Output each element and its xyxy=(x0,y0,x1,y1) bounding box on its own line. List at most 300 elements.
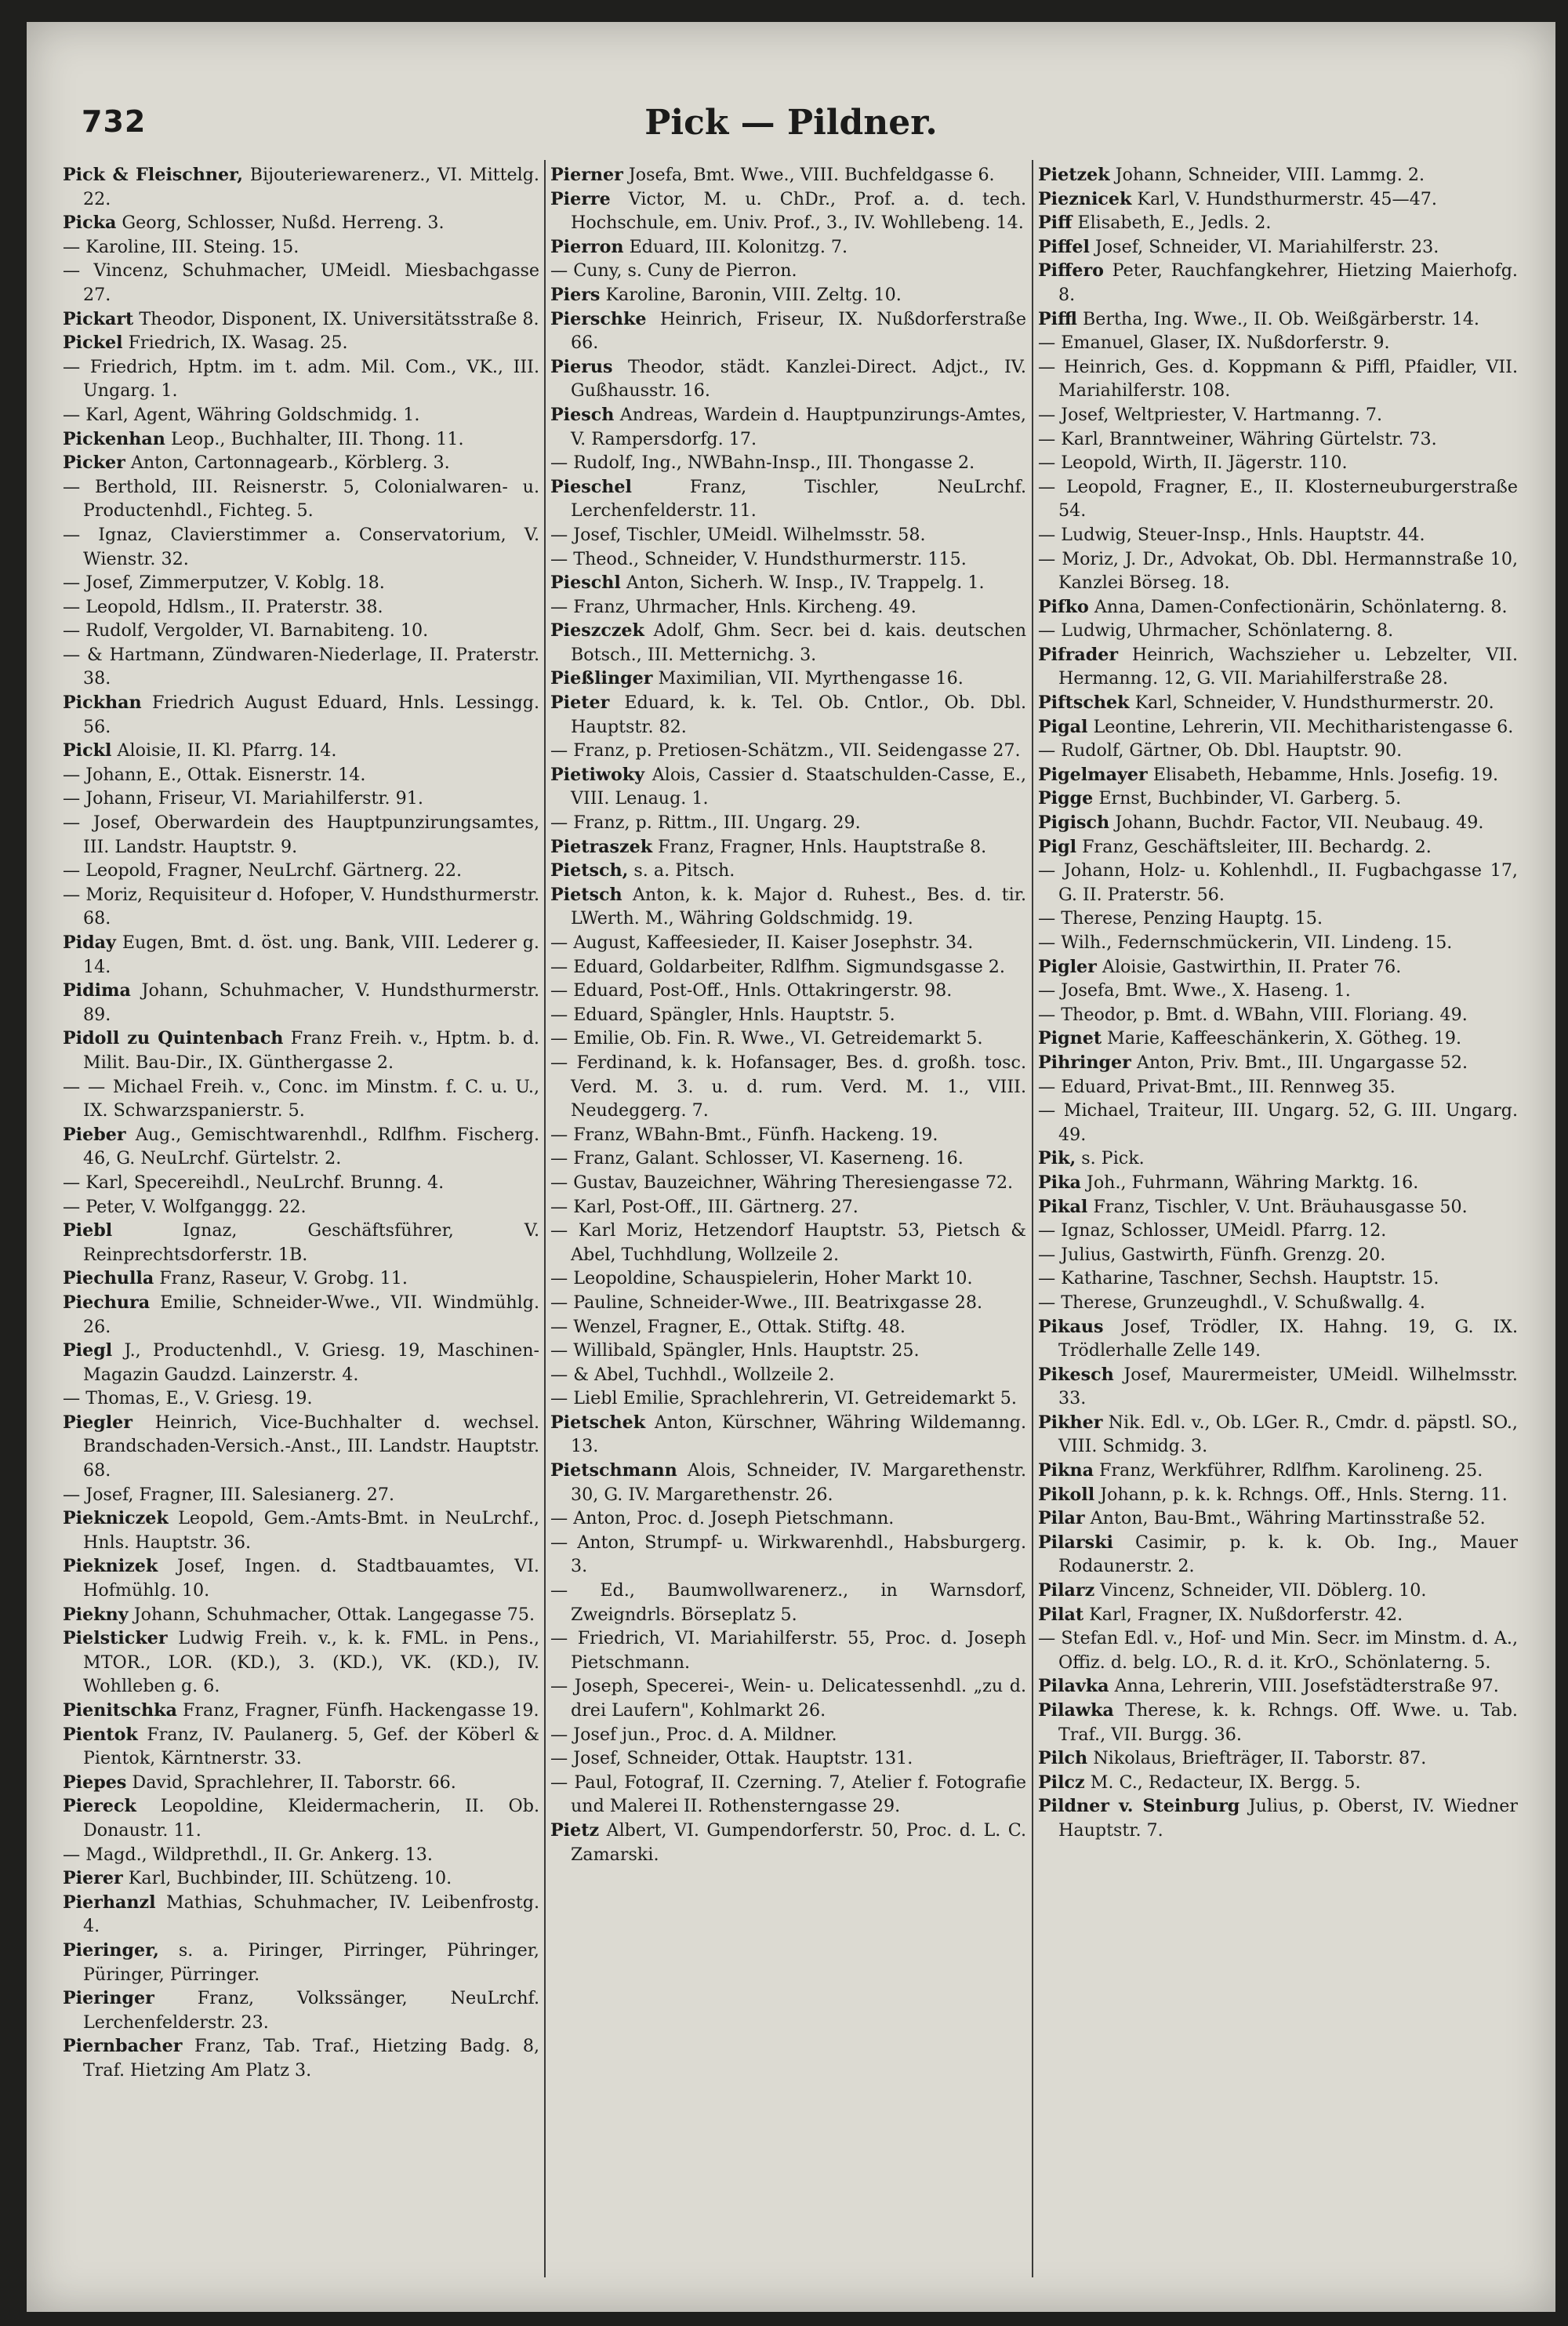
entry-surname: Piday xyxy=(63,932,116,953)
directory-entry xyxy=(63,163,539,211)
directory-entry xyxy=(63,811,539,859)
entry-details: Andreas, Wardein d. Hauptpunzirungs-Amtes, V. Rampersdorfg. 17. xyxy=(571,404,1026,449)
column-1 xyxy=(63,163,539,2288)
entry-details: Anton, Sicherh. W. Insp., IV. Trappelg. 1. xyxy=(620,572,985,594)
directory-entry xyxy=(550,979,1026,1003)
entry-details: Friedrich August Eduard, Hnls. Lessingg. 56. xyxy=(83,692,539,737)
directory-entry xyxy=(550,1626,1026,1674)
entry-details: — Franz, p. Rittm., III. Ungarg. 29. xyxy=(550,812,861,834)
directory-entry xyxy=(550,1003,1026,1027)
directory-entry xyxy=(550,1291,1026,1315)
directory-page xyxy=(27,22,1555,2312)
entry-details: — Wenzel, Fragner, E., Ottak. Stiftg. 48. xyxy=(550,1316,906,1337)
directory-entry xyxy=(1038,1147,1518,1171)
directory-entry xyxy=(550,1531,1026,1579)
directory-entry xyxy=(63,1506,539,1554)
entry-details: Georg, Schlosser, Nußd. Herreng. 3. xyxy=(116,213,445,234)
entry-details: Johann, Schuhmacher, Ottak. Langegasse 75. xyxy=(128,1604,535,1625)
entry-details: — Josef, Oberwardein des Hauptpunzirungsamtes, III. Landstr. Hauptstr. 9. xyxy=(63,812,539,857)
entry-surname: Pieringer xyxy=(63,1988,154,2009)
directory-entry xyxy=(63,931,539,979)
directory-entry xyxy=(550,931,1026,955)
entry-details: — Franz, Galant. Schlosser, VI. Kaserneng. 16. xyxy=(550,1148,964,1169)
entry-details: — Ignaz, Clavierstimmer a. Conservatorium, V. Wienstr. 32. xyxy=(63,524,539,569)
entry-details: — Wilh., Federnschmückerin, VII. Lindeng. 15. xyxy=(1038,932,1453,953)
entry-surname: Pietsch, xyxy=(550,860,629,881)
entry-details: Josefa, Bmt. Wwe., VIII. Buchfeldgasse 6. xyxy=(622,165,995,185)
entry-details: Franz, Volkssänger, NeuLrchf. Lerchenfelderstr. 23. xyxy=(83,1988,539,2033)
directory-entry xyxy=(550,163,1026,187)
directory-entry xyxy=(550,1315,1026,1339)
entry-details: Nikolaus, Briefträger, II. Taborstr. 87. xyxy=(1087,1748,1427,1769)
entry-surname: Piffel xyxy=(1038,236,1090,257)
entry-details: — Pauline, Schneider-Wwe., III. Beatrixgasse 28. xyxy=(550,1292,983,1313)
entry-surname: Piereck xyxy=(63,1796,136,1817)
entry-details: — Eduard, Privat-Bmt., III. Rennweg 35. xyxy=(1038,1076,1396,1097)
directory-entry xyxy=(1038,1674,1518,1699)
entry-details: Leop., Buchhalter, III. Thong. 11. xyxy=(165,428,464,449)
entry-details: — Karl, Specereihdl., NeuLrchf. Brunng. 4. xyxy=(63,1172,445,1193)
entry-surname: Picker xyxy=(63,452,125,474)
directory-entry xyxy=(63,1771,539,1795)
entry-details: Ludwig Freih. v., k. k. FML. in Pens., MTOR., LOR. (KD.), 3. (KD.), VK. (KD.), IV. Wohlleben g. 6. xyxy=(83,1628,539,1697)
directory-entry xyxy=(550,1411,1026,1459)
entry-surname: Piegler xyxy=(63,1412,132,1433)
directory-entry xyxy=(1038,235,1518,260)
directory-entry xyxy=(63,1554,539,1602)
entry-surname: Pieknizek xyxy=(63,1556,158,1577)
entry-details: Josef, Maurermeister, UMeidl. Wilhelmsstr. 33. xyxy=(1058,1364,1518,1409)
entry-details: Alois, Cassier d. Staatschulden-Casse, E., VIII. Lenaug. 1. xyxy=(571,764,1026,809)
entry-surname: Pierus xyxy=(550,356,613,377)
directory-entry xyxy=(63,1794,539,1842)
entry-surname: Pikal xyxy=(1038,1196,1088,1217)
directory-entry xyxy=(1038,163,1518,187)
entry-details: s. a. Pitsch. xyxy=(628,860,735,881)
entry-details: Peter, Rauchfangkehrer, Hietzing Maierhofg. 8. xyxy=(1058,260,1518,305)
directory-entry xyxy=(1038,739,1518,763)
directory-entry xyxy=(550,883,1026,931)
entry-details: — Johann, Holz- u. Kohlenhdl., II. Fugbachgasse 17, G. II. Praterstr. 56. xyxy=(1038,860,1518,905)
entry-surname: Pieszczek xyxy=(550,620,644,641)
directory-entry xyxy=(1038,1483,1518,1507)
directory-entry xyxy=(63,1411,539,1483)
entry-surname: Pieter xyxy=(550,692,610,714)
directory-entry xyxy=(550,835,1026,860)
entry-surname: Picka xyxy=(63,213,117,234)
entry-details: Adolf, Ghm. Secr. bei d. kais. deutschen Botsch., III. Metternichg. 3. xyxy=(571,620,1026,665)
directory-entry xyxy=(550,307,1026,355)
entry-details: — Josef, Weltpriester, V. Hartmanng. 7. xyxy=(1038,404,1383,425)
directory-entry xyxy=(1038,547,1518,595)
entry-details: Franz, Tischler, V. Unt. Bräuhausgasse 50. xyxy=(1087,1196,1468,1217)
directory-entry xyxy=(550,475,1026,523)
entry-details: — Ludwig, Steuer-Insp., Hnls. Hauptstr. 44. xyxy=(1038,524,1425,545)
entry-details: Karl, Schneider, V. Hundsthurmerstr. 20. xyxy=(1129,692,1494,714)
entry-surname: Pikna xyxy=(1038,1460,1094,1481)
entry-details: — Karl Moriz, Hetzendorf Hauptstr. 53, Pietsch & Abel, Tuchhdlung, Wollzeile 2. xyxy=(550,1220,1026,1265)
directory-entry xyxy=(1038,1506,1518,1531)
entry-details: — Leopold, Hdlsm., II. Praterstr. 38. xyxy=(63,596,383,617)
entry-details: — Peter, V. Wolfganggg. 22. xyxy=(63,1196,307,1217)
directory-entry xyxy=(1038,1195,1518,1219)
entry-surname: Pikaus xyxy=(1038,1316,1104,1337)
entry-details: Friedrich, IX. Wasag. 25. xyxy=(122,333,348,354)
entry-surname: Pidima xyxy=(63,980,131,1001)
entry-details: — Vincenz, Schuhmacher, UMeidl. Miesbachgasse 27. xyxy=(63,260,539,305)
directory-entry xyxy=(63,1891,539,1939)
entry-surname: Piffero xyxy=(1038,260,1104,282)
directory-entry xyxy=(63,1195,539,1219)
entry-surname: Pientok xyxy=(63,1724,138,1745)
entry-details: — Josef, Zimmerputzer, V. Koblg. 18. xyxy=(63,572,385,594)
entry-details: Mathias, Schuhmacher, IV. Leibenfrostg. 4. xyxy=(83,1892,539,1937)
directory-entry xyxy=(63,1483,539,1507)
entry-surname: Piernbacher xyxy=(63,2036,183,2057)
directory-entry xyxy=(1038,307,1518,332)
entry-details: — Cuny, s. Cuny de Pierron. xyxy=(550,260,797,282)
directory-entry xyxy=(550,547,1026,572)
directory-entry xyxy=(63,787,539,811)
entry-surname: Pikher xyxy=(1038,1412,1103,1433)
entry-details: — Leopold, Wirth, II. Jägerstr. 110. xyxy=(1038,452,1348,474)
entry-details: Johann, Schuhmacher, V. Hundsthurmerstr. 89. xyxy=(83,980,539,1025)
directory-entry xyxy=(1038,979,1518,1003)
entry-details: Nik. Edl. v., Ob. LGer. R., Cmdr. d. päpstl. SO., VIII. Schmidg. 3. xyxy=(1058,1412,1518,1457)
directory-entry xyxy=(1038,835,1518,860)
entry-details: Aug., Gemischtwarenhdl., Rdlfhm. Fischerg. 46, G. NeuLrchf. Gürtelstr. 2. xyxy=(83,1124,539,1169)
directory-entry xyxy=(63,1291,539,1339)
entry-surname: Pilcz xyxy=(1038,1772,1085,1793)
directory-entry xyxy=(550,187,1026,235)
entry-details: — Friedrich, Hptm. im t. adm. Mil. Com., VK., III. Ungarg. 1. xyxy=(63,356,539,402)
directory-entry xyxy=(63,1339,539,1387)
entry-surname: Pick & Fleischner, xyxy=(63,165,243,185)
entry-surname: Pierron xyxy=(550,236,624,257)
entry-surname: Pießlinger xyxy=(550,668,653,689)
entry-surname: Pierre xyxy=(550,188,611,209)
directory-entry xyxy=(63,1723,539,1771)
entry-surname: Pilavka xyxy=(1038,1676,1109,1697)
entry-details: David, Sprachlehrer, II. Taborstr. 66. xyxy=(126,1772,456,1793)
entry-details: — Rudolf, Vergolder, VI. Barnabiteng. 10. xyxy=(63,620,429,641)
directory-entry xyxy=(63,1171,539,1195)
directory-entry xyxy=(1038,1699,1518,1746)
entry-surname: Piechulla xyxy=(63,1268,154,1289)
entry-surname: Pigge xyxy=(1038,788,1094,809)
entry-surname: Pifrader xyxy=(1038,644,1119,665)
directory-entry xyxy=(550,1219,1026,1267)
directory-entry xyxy=(1038,1363,1518,1411)
directory-entry xyxy=(550,1195,1026,1219)
entry-surname: Pihringer xyxy=(1038,1052,1131,1073)
page-number: 732 xyxy=(82,104,147,139)
entry-details: Anton, Kürschner, Währing Wildemanng. 13. xyxy=(571,1412,1026,1457)
directory-entry xyxy=(63,1267,539,1291)
entry-details: — Heinrich, Ges. d. Koppmann & Piffl, Pfaidler, VII. Mariahilferstr. 108. xyxy=(1038,356,1518,402)
directory-entry xyxy=(63,523,539,571)
entry-details: Marie, Kaffeeschänkerin, X. Götheg. 19. xyxy=(1102,1028,1462,1049)
entry-details: Albert, VI. Gumpendorferstr. 50, Proc. d. L. C. Zamarski. xyxy=(571,1819,1026,1865)
directory-entry xyxy=(63,235,539,260)
entry-surname: Pigal xyxy=(1038,716,1088,737)
entry-details: Joh., Fuhrmann, Währing Marktg. 16. xyxy=(1080,1172,1419,1193)
entry-details: Ernst, Buchbinder, VI. Garberg. 5. xyxy=(1093,788,1402,809)
entry-surname: Pigelmayer xyxy=(1038,764,1148,785)
directory-entry xyxy=(550,235,1026,260)
entry-details: — Leopold, Fragner, E., II. Klosterneuburgerstraße 54. xyxy=(1038,476,1518,522)
directory-entry xyxy=(1038,715,1518,740)
entry-details: J., Productenhdl., V. Griesg. 19, Maschinen-Magazin Gaudzd. Lainzerstr. 4. xyxy=(83,1340,539,1385)
entry-surname: Pickhan xyxy=(63,692,142,714)
entry-surname: Pieznicek xyxy=(1038,188,1132,209)
directory-entry xyxy=(550,1771,1026,1819)
entry-details: — Anton, Strumpf- u. Wirkwarenhdl., Habsburgerg. 3. xyxy=(550,1532,1026,1577)
directory-entry xyxy=(550,523,1026,547)
entry-details: — Julius, Gastwirth, Fünfh. Grenzg. 20. xyxy=(1038,1244,1386,1265)
entry-details: — Karoline, III. Steing. 15. xyxy=(63,236,299,257)
entry-details: Theodor, städt. Kanzlei-Direct. Adjct., IV. Gußhausstr. 16. xyxy=(571,356,1026,402)
directory-entry xyxy=(1038,1315,1518,1363)
directory-entry xyxy=(1038,1291,1518,1315)
entry-details: — Ed., Baumwollwarenerz., in Warnsdorf, Zweigndrls. Börseplatz 5. xyxy=(550,1580,1026,1625)
directory-entry xyxy=(550,355,1026,403)
entry-details: Anton, Cartonnagearb., Körblerg. 3. xyxy=(125,452,450,474)
directory-entry xyxy=(550,739,1026,763)
directory-entry xyxy=(550,1267,1026,1291)
directory-entry xyxy=(63,355,539,403)
directory-entry xyxy=(1038,1459,1518,1483)
entry-surname: Piftschek xyxy=(1038,692,1130,714)
directory-entry xyxy=(550,259,1026,283)
entry-details: Maximilian, VII. Myrthengasse 16. xyxy=(652,668,964,689)
entry-details: — Emilie, Ob. Fin. R. Wwe., VI. Getreidemarkt 5. xyxy=(550,1028,983,1049)
entry-details: — Ferdinand, k. k. Hofansager, Bes. d. großh. tosc. Verd. M. 3. u. d. rum. Verd. M. 1., VIII. Neudeggerg. 7. xyxy=(550,1052,1026,1121)
entry-details: — Ludwig, Uhrmacher, Schönlaterng. 8. xyxy=(1038,620,1394,641)
directory-entry xyxy=(63,211,539,235)
entry-details: Franz, Fragner, Hnls. Hauptstraße 8. xyxy=(652,836,987,857)
directory-entry xyxy=(1038,475,1518,523)
entry-details: — Franz, WBahn-Bmt., Fünfh. Hackeng. 19. xyxy=(550,1124,938,1145)
directory-entry xyxy=(1038,211,1518,235)
entry-details: — Joseph, Specerei-, Wein- u. Delicatessenhdl. „zu d. drei Laufern", Kohlmarkt 26. xyxy=(550,1676,1026,1721)
entry-details: — Karl, Post-Off., III. Gärtnerg. 27. xyxy=(550,1196,858,1217)
directory-entry xyxy=(1038,1099,1518,1147)
entry-details: Elisabeth, E., Jedls. 2. xyxy=(1072,213,1272,234)
entry-details: Bertha, Ing. Wwe., II. Ob. Weißgärberstr. 14. xyxy=(1076,308,1479,329)
directory-entry xyxy=(63,1123,539,1171)
entry-surname: Piepes xyxy=(63,1772,127,1793)
entry-details: — Emanuel, Glaser, IX. Nußdorferstr. 9. xyxy=(1038,333,1390,354)
directory-entry xyxy=(550,619,1026,667)
directory-entry xyxy=(1038,1626,1518,1674)
directory-entry xyxy=(63,1075,539,1123)
entry-surname: Piers xyxy=(550,284,601,305)
entry-surname: Pifko xyxy=(1038,596,1089,617)
entry-surname: Pika xyxy=(1038,1172,1081,1193)
directory-entry xyxy=(1038,187,1518,212)
entry-details: Franz, Werkführer, Rdlfhm. Karolineng. 25. xyxy=(1094,1460,1483,1481)
entry-details: — Liebl Emilie, Sprachlehrerin, VI. Getreidemarkt 5. xyxy=(550,1388,1017,1409)
entry-details: Eduard, k. k. Tel. Ob. Cntlor., Ob. Dbl. Hauptstr. 82. xyxy=(571,692,1026,737)
entry-details: Bijouteriewarenerz., VI. Mittelg. 22. xyxy=(83,165,539,209)
entry-surname: Piffl xyxy=(1038,308,1077,329)
entry-details: — Leopoldine, Schauspielerin, Hoher Markt 10. xyxy=(550,1268,973,1289)
entry-details: — & Abel, Tuchhdl., Wollzeile 2. xyxy=(550,1364,835,1385)
entry-details: Josef, Schneider, VI. Mariahilferstr. 23. xyxy=(1089,236,1439,257)
directory-entry xyxy=(1038,403,1518,427)
entry-details: Heinrich, Vice-Buchhalter d. wechsel. Brandschaden-Versich.-Anst., III. Landstr. Hauptstr. 68. xyxy=(83,1412,539,1481)
directory-entry xyxy=(1038,331,1518,355)
entry-details: — — Michael Freih. v., Conc. im Minstm. f. C. u. U., IX. Schwarzspanierstr. 5. xyxy=(63,1076,539,1121)
directory-entry xyxy=(1038,811,1518,835)
directory-entry xyxy=(1038,931,1518,955)
directory-entry xyxy=(550,283,1026,307)
entry-details: — Paul, Fotograf, II. Czerning. 7, Atelier f. Fotografie und Malerei II. Rothensterngasse 29. xyxy=(550,1772,1026,1817)
entry-surname: Piebl xyxy=(63,1220,113,1241)
entry-details: s. a. Piringer, Pirringer, Pühringer, Püringer, Pürringer. xyxy=(83,1939,539,1985)
directory-entry xyxy=(1038,859,1518,907)
entry-details: — Karl, Agent, Währing Goldschmidg. 1. xyxy=(63,404,420,425)
directory-entry xyxy=(550,1171,1026,1195)
directory-entry xyxy=(550,691,1026,739)
entry-surname: Pietsch xyxy=(550,884,622,905)
directory-entry xyxy=(1038,907,1518,931)
entry-details: — Moriz, J. Dr., Advokat, Ob. Dbl. Hermannstraße 10, Kanzlei Börseg. 18. xyxy=(1038,548,1518,594)
directory-entry xyxy=(1038,1027,1518,1051)
entry-details: Eugen, Bmt. d. öst. ung. Bank, VIII. Lederer g. 14. xyxy=(83,932,539,977)
entry-surname: Pilch xyxy=(1038,1748,1088,1769)
entry-details: — Anton, Proc. d. Joseph Pietschmann. xyxy=(550,1508,895,1529)
directory-entry xyxy=(1038,355,1518,403)
directory-entry xyxy=(63,1626,539,1699)
entry-details: — Theod., Schneider, V. Hundsthurmerstr. 115. xyxy=(550,548,967,569)
entry-details: — Therese, Grunzeughdl., V. Schußwallg. 4. xyxy=(1038,1292,1425,1313)
directory-entry xyxy=(63,1027,539,1074)
directory-entry xyxy=(63,1843,539,1867)
entry-details: — Berthold, III. Reisnerstr. 5, Colonialwaren- u. Productenhdl., Fichteg. 5. xyxy=(63,476,539,522)
entry-details: — Johann, Friseur, VI. Mariahilferstr. 91. xyxy=(63,788,423,809)
entry-details: — Moriz, Requisiteur d. Hofoper, V. Hundsthurmerstr. 68. xyxy=(63,884,539,929)
entry-surname: Pietzek xyxy=(1038,165,1110,185)
directory-entry xyxy=(1038,1219,1518,1243)
directory-entry xyxy=(63,307,539,332)
entry-surname: Pietiwoky xyxy=(550,764,645,785)
entry-details: Aloisie, Gastwirthin, II. Prater 76. xyxy=(1096,956,1402,977)
directory-entry xyxy=(550,595,1026,620)
directory-entry xyxy=(63,1219,539,1267)
entry-surname: Piff xyxy=(1038,213,1073,234)
directory-entry xyxy=(1038,523,1518,547)
entry-details: Karl, Fragner, IX. Nußdorferstr. 42. xyxy=(1083,1604,1403,1625)
entry-details: Leopold, Gem.-Amts-Bmt. in NeuLrchf., Hnls. Hauptstr. 36. xyxy=(83,1508,539,1553)
directory-entry xyxy=(1038,1603,1518,1627)
entry-details: Franz, Raseur, V. Grobg. 11. xyxy=(154,1268,408,1289)
entry-surname: Pilar xyxy=(1038,1508,1085,1529)
entry-details: Anna, Lehrerin, VIII. Josefstädterstraße 97. xyxy=(1109,1676,1499,1697)
entry-surname: Pierhanzl xyxy=(63,1892,156,1913)
entry-surname: Piekny xyxy=(63,1604,129,1625)
entry-surname: Pilawka xyxy=(1038,1700,1114,1721)
entry-details: Leopoldine, Kleidermacherin, II. Ob. Donaustr. 11. xyxy=(83,1796,539,1841)
entry-surname: Pickenhan xyxy=(63,428,165,449)
entry-details: Johann, Schneider, VIII. Lammg. 2. xyxy=(1109,165,1425,185)
entry-surname: Pilat xyxy=(1038,1604,1084,1625)
entry-surname: Pierschke xyxy=(550,308,647,329)
directory-entry xyxy=(1038,1411,1518,1459)
entry-surname: Pik, xyxy=(1038,1148,1076,1169)
entry-details: Therese, k. k. Rchngs. Off. Wwe. u. Tab. Traf., VII. Burgg. 36. xyxy=(1058,1700,1518,1745)
directory-entry xyxy=(1038,1771,1518,1795)
entry-details: — Thomas, E., V. Griesg. 19. xyxy=(63,1388,313,1409)
directory-entry xyxy=(1038,763,1518,787)
entry-details: — Leopold, Fragner, NeuLrchf. Gärtnerg. 22. xyxy=(63,860,463,881)
entry-details: Anton, Priv. Bmt., III. Ungargasse 52. xyxy=(1131,1052,1468,1073)
entry-details: — Franz, p. Pretiosen-Schätzm., VII. Seidengasse 27. xyxy=(550,740,1021,761)
entry-surname: Pieschel xyxy=(550,476,632,497)
entry-details: Franz, Tab. Traf., Hietzing Badg. 8, Traf. Hietzing Am Platz 3. xyxy=(83,2036,539,2081)
entry-details: — Rudolf, Gärtner, Ob. Dbl. Hauptstr. 90. xyxy=(1038,740,1403,761)
entry-surname: Pieschl xyxy=(550,572,621,594)
entry-details: — Michael, Traiteur, III. Ungarg. 52, G. III. Ungarg. 49. xyxy=(1038,1100,1518,1145)
entry-surname: Pickl xyxy=(63,740,112,761)
directory-entry xyxy=(1038,259,1518,307)
entry-surname: Pickart xyxy=(63,308,134,329)
directory-entry xyxy=(63,331,539,355)
entry-details: Karl, Buchbinder, III. Schützeng. 10. xyxy=(122,1868,452,1889)
directory-entry xyxy=(63,619,539,643)
directory-entry xyxy=(1038,619,1518,643)
directory-entry xyxy=(1038,1746,1518,1771)
entry-details: — Ignaz, Schlosser, UMeidl. Pfarrg. 12. xyxy=(1038,1220,1387,1241)
entry-surname: Pietschek xyxy=(550,1412,646,1433)
column-2 xyxy=(550,163,1026,2288)
directory-entry xyxy=(550,1819,1026,1866)
directory-entry xyxy=(550,571,1026,595)
entry-surname: Piegl xyxy=(63,1340,113,1361)
entry-details: — Josefa, Bmt. Wwe., X. Haseng. 1. xyxy=(1038,980,1351,1001)
entry-details: — Franz, Uhrmacher, Hnls. Kircheng. 49. xyxy=(550,596,916,617)
entry-details: Josef, Ingen. d. Stadtbauamtes, VI. Hofmühlg. 10. xyxy=(83,1556,539,1601)
directory-entry xyxy=(1038,1243,1518,1267)
directory-entry xyxy=(1038,643,1518,691)
directory-entry xyxy=(63,643,539,691)
column-divider xyxy=(544,160,546,2277)
directory-entry xyxy=(1038,1003,1518,1027)
entry-surname: Piekniczek xyxy=(63,1508,169,1529)
entry-details: Elisabeth, Hebamme, Hnls. Josefig. 19. xyxy=(1147,764,1499,785)
entry-details: Franz, IV. Paulanerg. 5, Gef. der Köberl & Pientok, Kärntnerstr. 33. xyxy=(83,1724,539,1769)
directory-entry xyxy=(1038,787,1518,811)
entry-details: Emilie, Schneider-Wwe., VII. Windmühlg. 26. xyxy=(83,1292,539,1337)
directory-entry xyxy=(550,1339,1026,1363)
entry-details: — Johann, E., Ottak. Eisnerstr. 14. xyxy=(63,764,366,785)
entry-surname: Pigler xyxy=(1038,956,1097,977)
entry-surname: Pietz xyxy=(550,1819,600,1841)
directory-entry xyxy=(1038,1267,1518,1291)
entry-details: Ignaz, Geschäftsführer, V. Reinprechtsdorferstr. 1B. xyxy=(83,1220,539,1265)
entry-details: — Karl, Branntweiner, Währing Gürtelstr. 73. xyxy=(1038,428,1437,449)
entry-details: — Willibald, Spängler, Hnls. Hauptstr. 25. xyxy=(550,1340,920,1361)
directory-entry xyxy=(550,451,1026,475)
entry-details: Franz, Fragner, Fünfh. Hackengasse 19. xyxy=(176,1700,539,1721)
directory-entry xyxy=(1038,1171,1518,1195)
entry-surname: Pielsticker xyxy=(63,1628,168,1649)
entry-details: — Stefan Edl. v., Hof- und Min. Secr. im Minstm. d. A., Offiz. d. belg. LO., R. d. it. KrO., Schönlaterng. 5. xyxy=(1038,1628,1518,1673)
directory-entry xyxy=(1038,451,1518,475)
directory-entry xyxy=(550,667,1026,691)
entry-surname: Pignet xyxy=(1038,1028,1102,1049)
